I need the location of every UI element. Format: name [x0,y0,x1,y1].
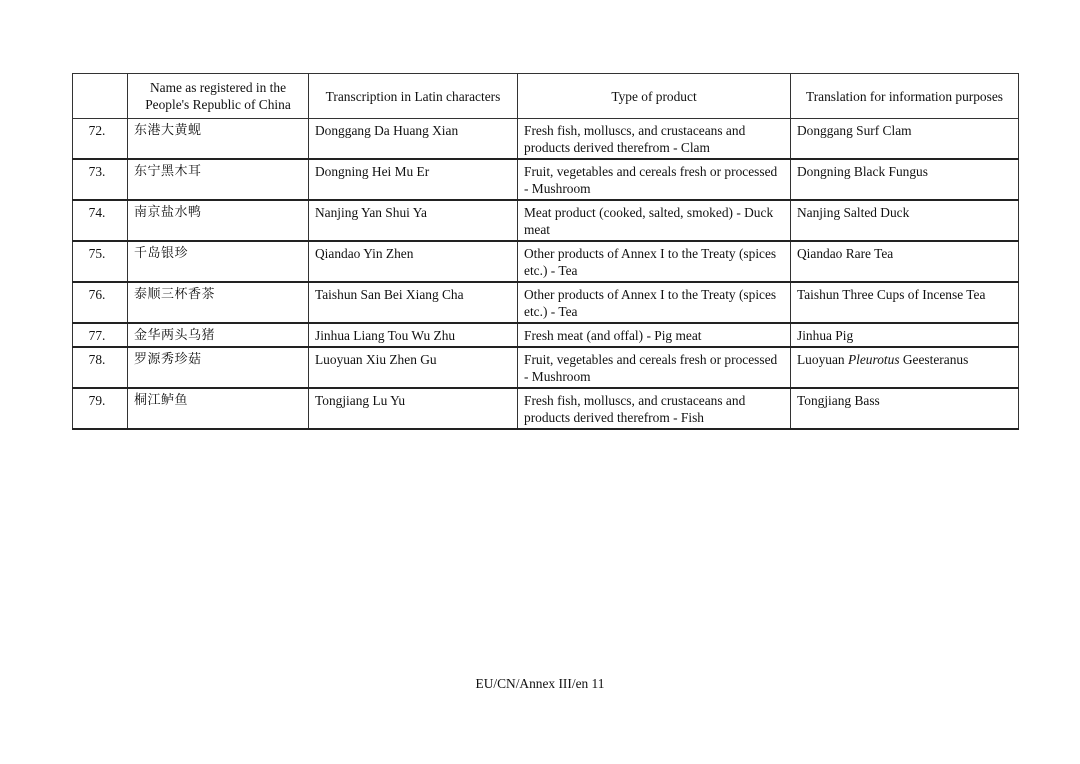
gi-annex-table [72,73,1019,430]
table-row [73,282,1019,323]
row-name-registered: 东宁黑木耳 [128,159,309,200]
table-row [73,241,1019,282]
row-number: 75. [73,241,128,282]
row-translation: Qiandao Rare Tea [791,241,1019,282]
row-name-registered: 桐江鲈鱼 [128,388,309,429]
row-type: Meat product (cooked, salted, smoked) - Duck meat [518,200,791,241]
table-row [73,323,1019,347]
table-row [73,159,1019,200]
row-transcription: Taishun San Bei Xiang Cha [309,282,518,323]
header-translation: Translation for information purposes [791,74,1019,119]
table-row [73,200,1019,241]
row-number: 72. [73,119,128,160]
row-transcription: Dongning Hei Mu Er [309,159,518,200]
row-type: Other products of Annex I to the Treaty (spices etc.) - Tea [518,282,791,323]
row-number: 77. [73,323,128,347]
translation-suffix: Geesteranus [899,352,969,367]
row-transcription: Qiandao Yin Zhen [309,241,518,282]
table-row [73,347,1019,388]
header-type: Type of product [518,74,791,119]
row-name-registered: 千岛银珍 [128,241,309,282]
header-transcription: Transcription in Latin characters [309,74,518,119]
row-name-registered: 金华两头乌猪 [128,323,309,347]
row-number: 78. [73,347,128,388]
row-type: Other products of Annex I to the Treaty (spices etc.) - Tea [518,241,791,282]
row-type: Fresh meat (and offal) - Pig meat [518,323,791,347]
header-number [73,74,128,119]
row-type: Fruit, vegetables and cereals fresh or processed - Mushroom [518,159,791,200]
row-transcription: Tongjiang Lu Yu [309,388,518,429]
page-footer-reference: EU/CN/Annex III/en 11 [475,676,605,691]
row-transcription: Jinhua Liang Tou Wu Zhu [309,323,518,347]
row-transcription: Donggang Da Huang Xian [309,119,518,160]
row-type: Fruit, vegetables and cereals fresh or processed - Mushroom [518,347,791,388]
row-translation: Dongning Black Fungus [791,159,1019,200]
row-type: Fresh fish, molluscs, and crustaceans and products derived therefrom - Fish [518,388,791,429]
table-row [73,388,1019,429]
row-name-registered: 南京盐水鸭 [128,200,309,241]
row-transcription: Luoyuan Xiu Zhen Gu [309,347,518,388]
row-number: 79. [73,388,128,429]
row-translation: Taishun Three Cups of Incense Tea [791,282,1019,323]
header-name-registered: Name as registered in the People's Republic of China [128,74,309,119]
row-name-registered: 罗源秀珍菇 [128,347,309,388]
row-name-registered: 泰顺三杯香茶 [128,282,309,323]
row-transcription: Nanjing Yan Shui Ya [309,200,518,241]
row-translation [791,347,1019,388]
row-number: 76. [73,282,128,323]
row-translation: Jinhua Pig [791,323,1019,347]
translation-prefix: Luoyuan [797,352,848,367]
row-translation: Donggang Surf Clam [791,119,1019,160]
row-type: Fresh fish, molluscs, and crustaceans and products derived therefrom - Clam [518,119,791,160]
row-number: 73. [73,159,128,200]
table-header-row [73,74,1019,119]
translation-italic: Pleurotus [847,352,900,367]
table-row [73,119,1019,160]
row-name-registered: 东港大黄蚬 [128,119,309,160]
row-translation: Nanjing Salted Duck [791,200,1019,241]
row-number: 74. [73,200,128,241]
row-translation: Tongjiang Bass [791,388,1019,429]
